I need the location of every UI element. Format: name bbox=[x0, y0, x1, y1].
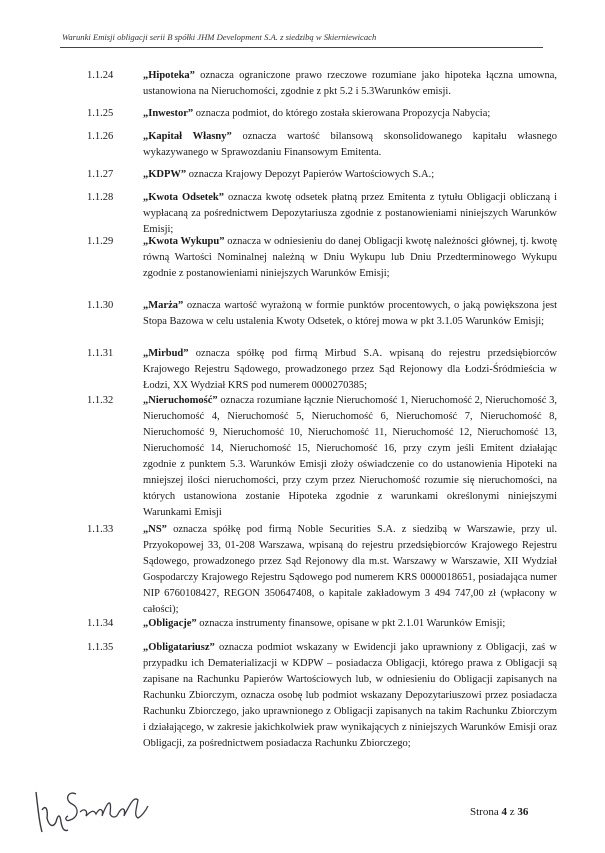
definition-text: oznacza instrumenty finansowe, opisane w pkt 2.1.01 Warunków Emisji; bbox=[196, 618, 506, 629]
page-number bbox=[470, 806, 528, 818]
definition-text: oznacza kwotę odsetek płatną przez Emitenta z tytułu Obligacji obliczaną i wypłacaną za pośrednictwem Depozytariusza zgodnie z postanowieniami niniejszych Warunków Emisji; bbox=[143, 192, 557, 235]
definition-text: oznacza wartość wyrażoną w formie punktów procentowych, o jaką powiększona jest Stopa Bazowa w celu ustalenia Kwoty Odsetek, o której mowa w pkt 3.1.05 Warunków Emisji; bbox=[143, 300, 557, 327]
definition-number: 1.1.26 bbox=[87, 131, 114, 142]
handwritten-signature bbox=[30, 770, 160, 840]
definition-term: „Inwestor” bbox=[143, 108, 194, 119]
definition-term: „Obligatariusz” bbox=[143, 642, 215, 653]
definition-number: 1.1.34 bbox=[87, 618, 114, 629]
definition-body bbox=[143, 68, 557, 100]
definition-term: „Kwota Wykupu” bbox=[143, 236, 225, 247]
definition-text: oznacza spółkę pod firmą Noble Securities S.A. z siedzibą w Warszawie, przy ul. Przyokopowej 33, 01-208 Warszawa, wpisaną do rejestru przedsiębiorców Krajowego Rejestru Sądowego, prowadzonego przez Sąd Rejonowy dla m.st. Warszawy w Warszawie, XII Wydział Gospodarczy Krajowego Rejestru Sądowego pod numerem KRS 0000018651, posiadająca numer NIP 6760108427, REGON 350647408, o kapitale zakładowym 3 494 747,00 zł (wpłacony w całości); bbox=[143, 524, 557, 615]
definition-text: oznacza podmiot, do którego została skierowana Propozycja Nabycia; bbox=[193, 108, 491, 119]
definition-term: „Mirbud” bbox=[143, 348, 189, 359]
definition-body bbox=[143, 190, 557, 238]
definition-body bbox=[143, 167, 557, 183]
definition-text: oznacza rozumiane łącznie Nieruchomość 1, Nieruchomość 2, Nieruchomość 3, Nieruchomość 4, Nieruchomość 5, Nieruchomość 6, Nieruchomość 7, Nieruchomość 8, Nieruchomość 9, Nieruchomość 10, Nieruchomość 11, Nieruchomość 12, Nieruchomość 13, Nieruchomość 14, Nieruchomość 15, Nieruchomość 16, przy czym jeśli Emitent działając zgodnie z punktem 5.3. Warunków Emisji złoży oświadczenie co do ustanowienia Hipoteki na mniejszej ilości nieruchomości, przy czym przez Nieruchomość rozumie się nieruchomości, na których ustanowiona zostanie Hipoteka zgodnie z warunkami określonymi niniejszymi Warunkami Emisji bbox=[143, 395, 557, 518]
definition-body bbox=[143, 298, 557, 330]
definition-body bbox=[143, 522, 557, 618]
definition-number: 1.1.29 bbox=[87, 236, 114, 247]
header-rule bbox=[60, 47, 543, 48]
page-separator: z bbox=[506, 806, 518, 818]
definition-text: oznacza spółkę pod firmą Mirbud S.A. wpisaną do rejestru przedsiębiorców Krajowego Rejestru Sądowego, prowadzonego przez Sąd Rejonowy dla Łodzi-Śródmieścia w Łodzi, XX Wydział KRS pod numerem 0000270385; bbox=[143, 348, 557, 391]
page-prefix: Strona bbox=[470, 806, 502, 818]
document-header: Warunki Emisji obligacji serii B spółki JHM Development S.A. z siedzibą w Skierniewicach bbox=[62, 32, 377, 42]
definition-body bbox=[143, 616, 557, 632]
definition-body bbox=[143, 640, 557, 752]
definition-text: oznacza ograniczone prawo rzeczowe rozumiane jako hipoteka łączna umowna, ustanowiona na Nieruchomości, zgodnie z pkt 5.2 i 5.3Warunków emisji. bbox=[143, 70, 557, 97]
definition-text: oznacza podmiot wskazany w Ewidencji jako uprawniony z Obligacji, zaś w przypadku ich Dematerializacji w KDPW – posiadacza Obligacji, którego prawa z Obligacji są zapisane na Rachunku Papierów Wartościowych lub, w odniesieniu do Obligacji zapisanych na Rachunku Zbiorczym, oznacza osobę lub podmiot wskazany Depozytariuszowi przez posiadacza Rachunku Zbiorczego, jako uprawnionego z Obligacji zapisanych na takim Rachunku Zbiorczym i działającego, w zakresie jakichkolwiek praw wynikających z niniejszych Warunków Emisji oraz Obligacji, za pośrednictwem posiadacza Rachunku Zbiorczego; bbox=[143, 642, 557, 749]
definition-term: „Hipoteka” bbox=[143, 70, 195, 81]
definition-number: 1.1.24 bbox=[87, 70, 114, 81]
definition-number: 1.1.35 bbox=[87, 642, 114, 653]
page-total: 36 bbox=[517, 806, 529, 818]
definition-body bbox=[143, 234, 557, 282]
page-current: 4 bbox=[501, 806, 507, 818]
definition-number: 1.1.31 bbox=[87, 348, 114, 359]
definition-term: „Nieruchomość” bbox=[143, 395, 218, 406]
definition-number: 1.1.25 bbox=[87, 108, 114, 119]
definition-term: „Kapitał Własny” bbox=[143, 131, 232, 142]
definition-term: „KDPW” bbox=[143, 169, 187, 180]
definition-number: 1.1.33 bbox=[87, 524, 114, 535]
definition-body bbox=[143, 393, 557, 521]
definition-text: oznacza Krajowy Depozyt Papierów Wartościowych S.A.; bbox=[186, 169, 435, 180]
definition-number: 1.1.32 bbox=[87, 395, 114, 406]
definition-body bbox=[143, 346, 557, 394]
definition-term: „Obligacje” bbox=[143, 618, 197, 629]
definition-text: oznacza w odniesieniu do danej Obligacji kwotę należności głównej, tj. kwotę równą Wartości Nominalnej należną w Dniu Wykupu lub Dniu Przedterminowego Wykupu zgodnie z postanowieniami niniejszych Warunków Emisji; bbox=[143, 236, 557, 279]
definition-text: oznacza wartość bilansową skonsolidowanego kapitału własnego wykazywanego w Sprawozdaniu Finansowym Emitenta. bbox=[143, 131, 558, 158]
definition-body bbox=[143, 129, 557, 161]
definition-term: „Marża” bbox=[143, 300, 184, 311]
definition-body bbox=[143, 106, 557, 122]
definition-number: 1.1.30 bbox=[87, 300, 114, 311]
definition-term: „Kwota Odsetek” bbox=[143, 192, 224, 203]
definition-term: „NS” bbox=[143, 524, 167, 535]
definition-number: 1.1.28 bbox=[87, 192, 114, 203]
definition-number: 1.1.27 bbox=[87, 169, 114, 180]
